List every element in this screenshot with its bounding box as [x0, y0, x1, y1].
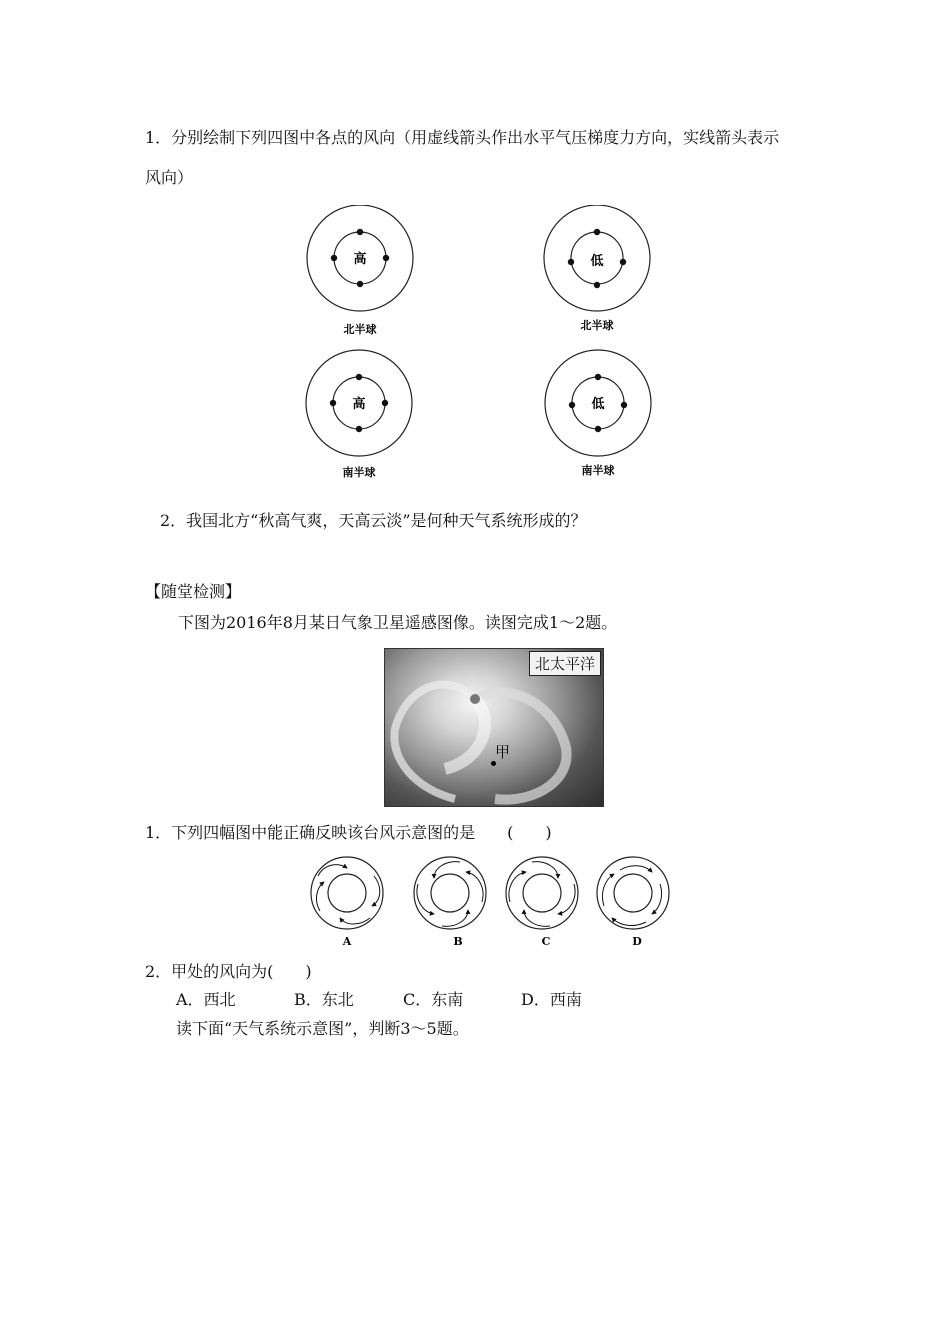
choice-c: C．东南	[403, 990, 464, 1009]
choice-a: A．西北	[176, 990, 236, 1009]
test-question-1: 1．下列四幅图中能正确反映该台风示意图的是 ( )	[145, 823, 552, 842]
ocean-label: 北太平洋	[529, 651, 601, 676]
pressure-diagram-2	[542, 205, 652, 337]
pressure-center-label: 低	[590, 254, 604, 269]
cyclone-options	[310, 856, 680, 951]
pressure-diagram-1	[305, 205, 415, 337]
intro-text: 下图为2016年8月某日气象卫星遥感图像。读图完成1～2题。	[178, 613, 618, 632]
pressure-center-label: 低	[591, 397, 605, 412]
cyclone-option-b	[414, 857, 486, 929]
cyclone-option-a	[311, 857, 383, 929]
choice-d: D．西南	[521, 990, 582, 1009]
pressure-diagram-3	[303, 348, 415, 480]
section-title: 【随堂检测】	[145, 582, 242, 601]
question-1-line2: 风向）	[145, 168, 194, 187]
choice-b: B．东北	[294, 990, 354, 1009]
pressure-center-label: 高	[352, 397, 366, 412]
question-1-line1: 1．分别绘制下列四图中各点的风向（用虚线箭头作出水平气压梯度力方向，实线箭头表示	[145, 128, 780, 147]
location-marker-label: 甲	[495, 743, 511, 761]
location-dot	[491, 761, 496, 766]
hemisphere-caption: 北半球	[580, 319, 614, 332]
question-2: 2．我国北方“秋高气爽，天高云淡”是何种天气系统形成的？	[160, 511, 587, 530]
hemisphere-caption: 南半球	[342, 466, 376, 479]
cyclone-option-d	[597, 857, 669, 929]
pressure-diagram-4	[542, 348, 654, 480]
option-label: D	[632, 935, 642, 948]
satellite-image	[384, 648, 604, 807]
hemisphere-caption: 北半球	[343, 323, 377, 336]
test-question-2: 2．甲处的风向为( )	[145, 962, 312, 981]
read-more-instruction: 读下面“天气系统示意图”，判断3～5题。	[176, 1019, 469, 1038]
option-label: A	[342, 935, 352, 948]
option-label: B	[453, 935, 463, 948]
option-label: C	[541, 935, 551, 948]
hemisphere-caption: 南半球	[581, 464, 615, 477]
cyclone-option-c	[506, 857, 578, 929]
pressure-center-label: 高	[353, 252, 367, 267]
